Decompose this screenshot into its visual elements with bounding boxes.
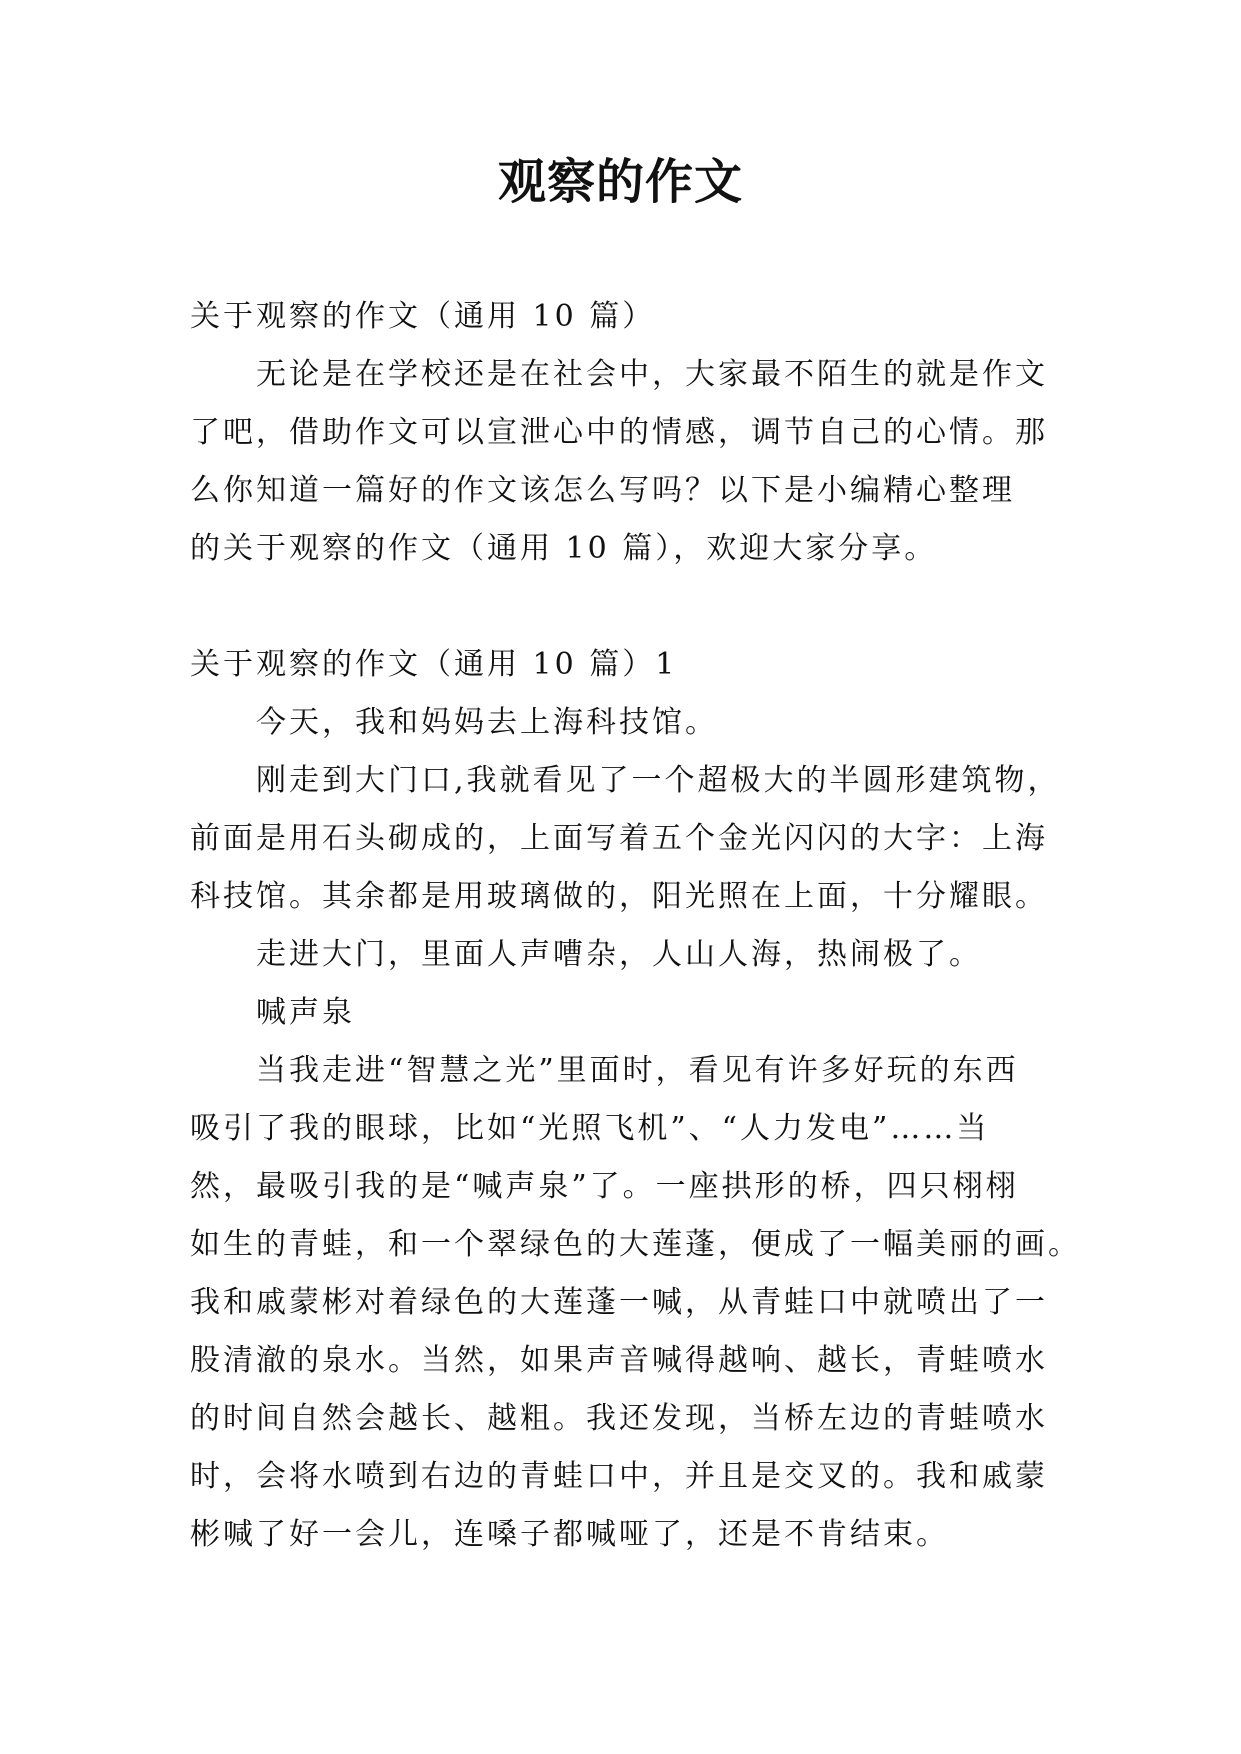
paragraph [190, 1042, 1081, 1564]
subheading: 喊声泉 [256, 995, 355, 1030]
paragraph-line: 今天，我和妈妈去上海科技馆。 [256, 705, 718, 740]
document-body [190, 288, 1081, 1564]
document-title: 观察的作文 [497, 154, 743, 210]
section-heading: 关于观察的作文（通用 10 篇）1 [190, 647, 678, 682]
paragraph-line: 的关于观察的作文（通用 10 篇），欢迎大家分享。 [190, 531, 938, 566]
paragraph-line: 时，会将水喷到右边的青蛙口中，并且是交叉的。我和戚蒙 [190, 1459, 1048, 1494]
paragraph-line: 然，最吸引我的是“喊声泉”了。一座拱形的桥，四只栩栩 [190, 1169, 1019, 1204]
paragraph-line: 了吧，借助作文可以宣泄心中的情感，调节自己的心情。那 [190, 415, 1048, 450]
paragraph-line: 的时间自然会越长、越粗。我还发现，当桥左边的青蛙喷水 [190, 1401, 1048, 1436]
paragraph-line: 当我走进“智慧之光”里面时，看见有许多好玩的东西 [256, 1053, 1019, 1088]
blank-line [190, 578, 1070, 636]
paragraph-line: 彬喊了好一会儿，连嗓子都喊哑了，还是不肯结束。 [190, 1517, 949, 1552]
paragraph-line: 如生的青蛙，和一个翠绿色的大莲蓬，便成了一幅美丽的画。 [190, 1227, 1081, 1262]
intro-paragraph [190, 346, 1070, 578]
section-heading: 关于观察的作文（通用 10 篇） [190, 299, 656, 334]
paragraph-line: 刚走到大门口,我就看见了一个超极大的半圆形建筑物， [256, 763, 1061, 798]
paragraph-line: 前面是用石头砌成的，上面写着五个金光闪闪的大字：上海 [190, 821, 1048, 856]
paragraph-line: 股清澈的泉水。当然，如果声音喊得越响、越长，青蛙喷水 [190, 1343, 1048, 1378]
paragraph-line: 科技馆。其余都是用玻璃做的，阳光照在上面，十分耀眼。 [190, 879, 1048, 914]
paragraph-line: 走进大门，里面人声嘈杂，人山人海，热闹极了。 [256, 937, 982, 972]
paragraph [190, 752, 1070, 926]
paragraph-line: 吸引了我的眼球，比如“光照飞机”、“人力发电”……当 [190, 1111, 990, 1146]
paragraph-line: 我和戚蒙彬对着绿色的大莲蓬一喊，从青蛙口中就喷出了一 [190, 1285, 1048, 1320]
paragraph-line: 么你知道一篇好的作文该怎么写吗？以下是小编精心整理 [190, 473, 1015, 508]
paragraph-line: 无论是在学校还是在社会中，大家最不陌生的就是作文 [256, 357, 1048, 392]
